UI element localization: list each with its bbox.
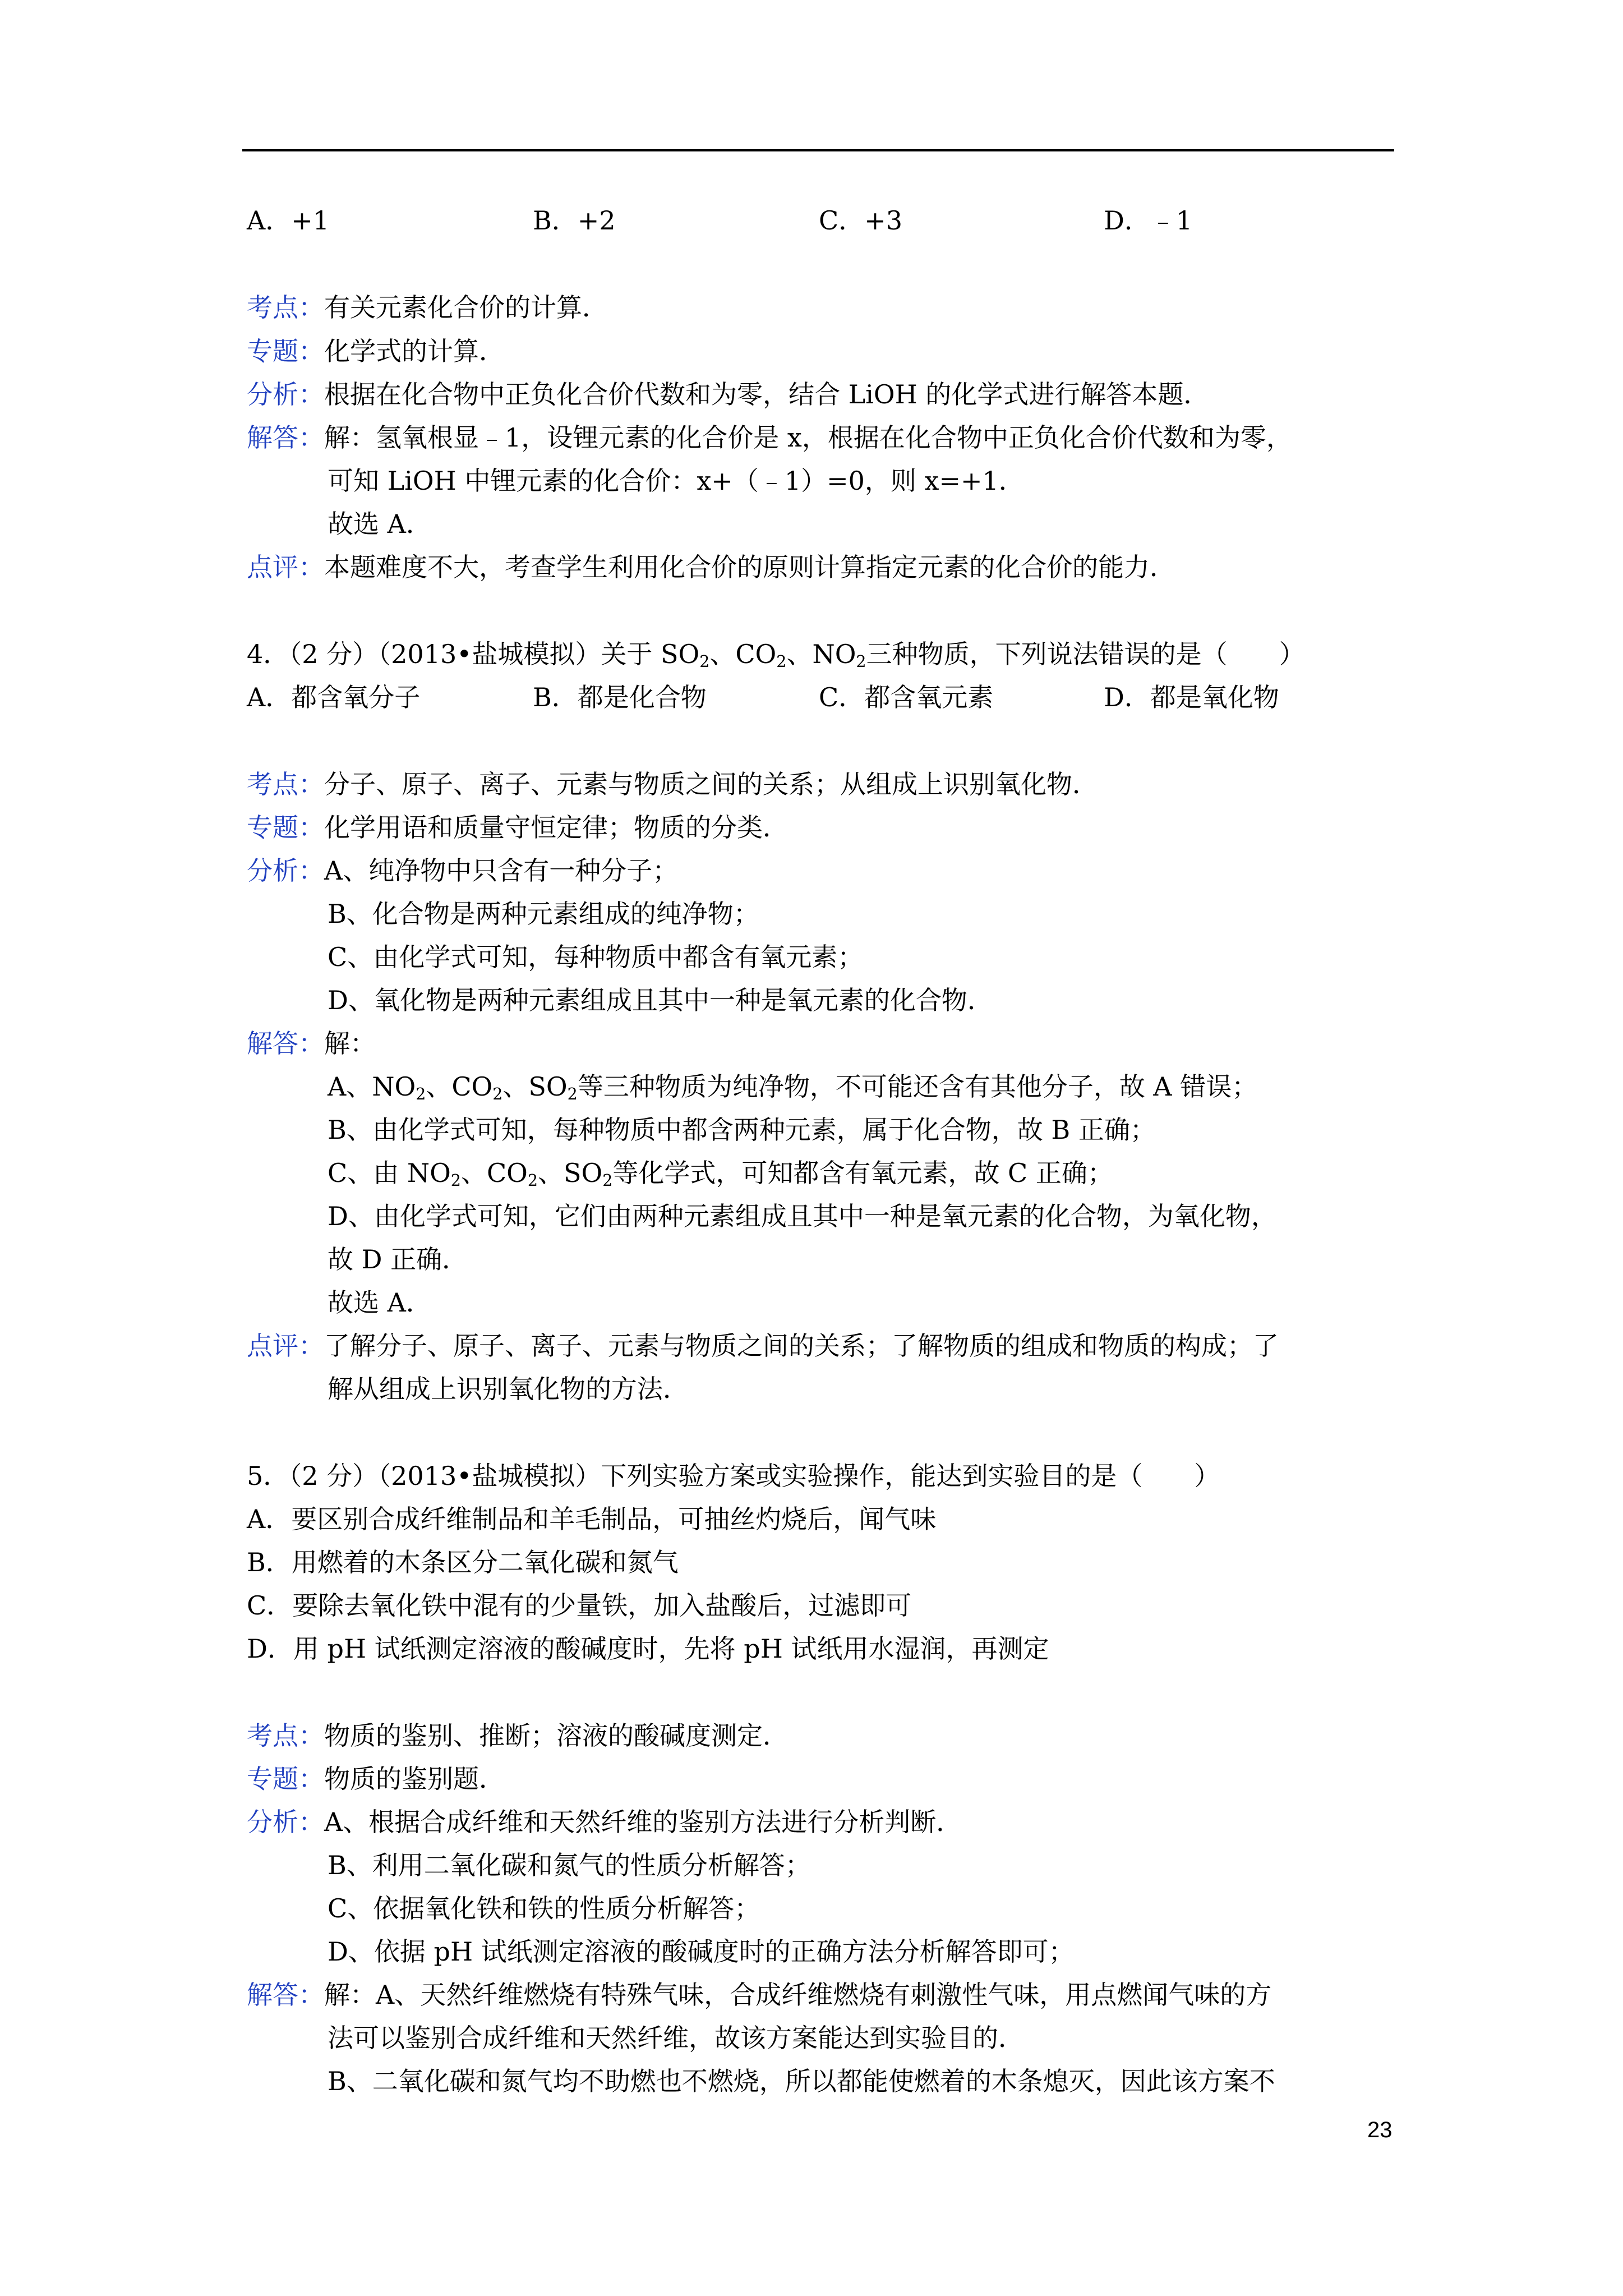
q4-jieda-d: D、由化学式可知，它们由两种元素组成且其中一种是氧元素的化合物，为氧化物， — [328, 1201, 1277, 1231]
q4-zhuanti: 专题：化学用语和质量守恒定律；物质的分类． — [247, 812, 789, 843]
page-number: 23 — [1367, 2118, 1393, 2142]
q5-jieda: 解答：解：A、天然纤维燃烧有特殊气味，合成纤维燃烧有刺激性气味，用点燃闻气味的方 — [247, 1980, 1272, 2010]
q5-fenxi: 分析：A、根据合成纤维和天然纤维的鉴别方法进行分析判断． — [247, 1807, 962, 1837]
q5-fenxi-c: C、依据氧化铁和铁的性质分析解答； — [328, 1893, 760, 1924]
q5-kaodian: 考点：物质的鉴别、推断；溶液的酸碱度测定． — [247, 1720, 789, 1751]
q4-jieda-a: A、$NO_2$、$CO_2$、$SO_2$等三种物质为纯净物，不可能还含有其他分子，故 A 错误； — [328, 1071, 1258, 1104]
q3-option-c: C．+3 — [819, 205, 903, 236]
q5-fenxi-b: B、利用二氧化碳和氮气的性质分析解答； — [328, 1850, 811, 1880]
q4-fenxi-c: C、由化学式可知，每种物质中都含有氧元素； — [328, 942, 864, 972]
q4-jieda-b: B、由化学式可知，每种物质中都含两种元素，属于化合物，故 B 正确； — [328, 1115, 1156, 1145]
q5-jieda-line2: 法可以鉴别合成纤维和天然纤维，故该方案能达到实验目的． — [328, 2023, 1024, 2053]
q5-fenxi-d: D、依据 pH 试纸测定溶液的酸碱度时的正确方法分析解答即可； — [328, 1936, 1075, 1967]
q4-jieda-end: 故选 A． — [328, 1287, 432, 1318]
q3-kaodian: 考点：有关元素化合价的计算． — [247, 292, 608, 323]
q5-option-a: A．要区别合成纤维制品和羊毛制品，可抽丝灼烧后，闻气味 — [247, 1504, 937, 1534]
q4-jieda: 解答：解： — [247, 1028, 376, 1059]
q3-option-a: A．+1 — [247, 205, 330, 236]
q4-option-a: A．都含氧分子 — [247, 682, 421, 712]
q4-stem: 4．（2 分）（2013•盐城模拟）关于 $SO_2$、$CO_2$、$NO_2$三种物质，下列说法错误的是（ ） — [247, 639, 1305, 671]
q4-dianping-line2: 解从组成上识别氧化物的方法． — [328, 1374, 689, 1404]
q3-option-d: D．﹣1 — [1104, 205, 1193, 236]
q5-stem: 5．（2 分）（2013•盐城模拟）下列实验方案或实验操作，能达到实验目的是（ ） — [247, 1461, 1220, 1491]
q4-option-c: C．都含氧元素 — [819, 682, 994, 712]
q5-zhuanti: 专题：物质的鉴别题． — [247, 1764, 505, 1794]
q4-kaodian: 考点：分子、原子、离子、元素与物质之间的关系；从组成上识别氧化物． — [247, 769, 1098, 799]
q4-jieda-d2: 故 D 正确． — [328, 1244, 468, 1274]
q4-fenxi-d: D、氧化物是两种元素组成且其中一种是氧元素的化合物． — [328, 985, 993, 1015]
q5-option-c: C．要除去氧化铁中混有的少量铁，加入盐酸后，过滤即可 — [247, 1590, 912, 1621]
q5-jieda-line3: B、二氧化碳和氮气均不助燃也不燃烧，所以都能使燃着的木条熄灭，因此该方案不 — [328, 2066, 1275, 2096]
q4-fenxi: 分析：A、纯净物中只含有一种分子； — [247, 855, 679, 886]
q4-jieda-c: C、由 $NO_2$、$CO_2$、$SO_2$等化学式，可知都含有氧元素，故 C 正确； — [328, 1158, 1113, 1190]
header-rule — [242, 149, 1394, 151]
q3-jieda: 解答：解：氢氧根显﹣1，设锂元素的化合价是 x，根据在化合物中正负化合价代数和为零， — [247, 422, 1292, 453]
q5-option-d: D．用 pH 试纸测定溶液的酸碱度时，先将 pH 试纸用水湿润，再测定 — [247, 1634, 1049, 1664]
q3-dianping: 点评：本题难度不大，考查学生利用化合价的原则计算指定元素的化合价的能力． — [247, 552, 1175, 582]
q3-fenxi: 分析：根据在化合物中正负化合价代数和为零，结合 LiOH 的化学式进行解答本题． — [247, 379, 1210, 409]
q5-option-b: B．用燃着的木条区分二氧化碳和氮气 — [247, 1547, 679, 1577]
q3-option-b: B．+2 — [533, 205, 616, 236]
q4-option-d: D．都是氧化物 — [1104, 682, 1279, 712]
q4-option-b: B．都是化合物 — [533, 682, 707, 712]
q4-fenxi-b: B、化合物是两种元素组成的纯净物； — [328, 899, 759, 929]
q4-dianping: 点评：了解分子、原子、离子、元素与物质之间的关系；了解物质的组成和物质的构成；了 — [247, 1331, 1279, 1361]
q3-jieda-line2: 可知 LiOH 中锂元素的化合价：x+（﹣1）=0，则 x=+1． — [328, 466, 1025, 496]
q3-zhuanti: 专题：化学式的计算． — [247, 336, 505, 366]
q3-jieda-line3: 故选 A． — [328, 509, 432, 539]
